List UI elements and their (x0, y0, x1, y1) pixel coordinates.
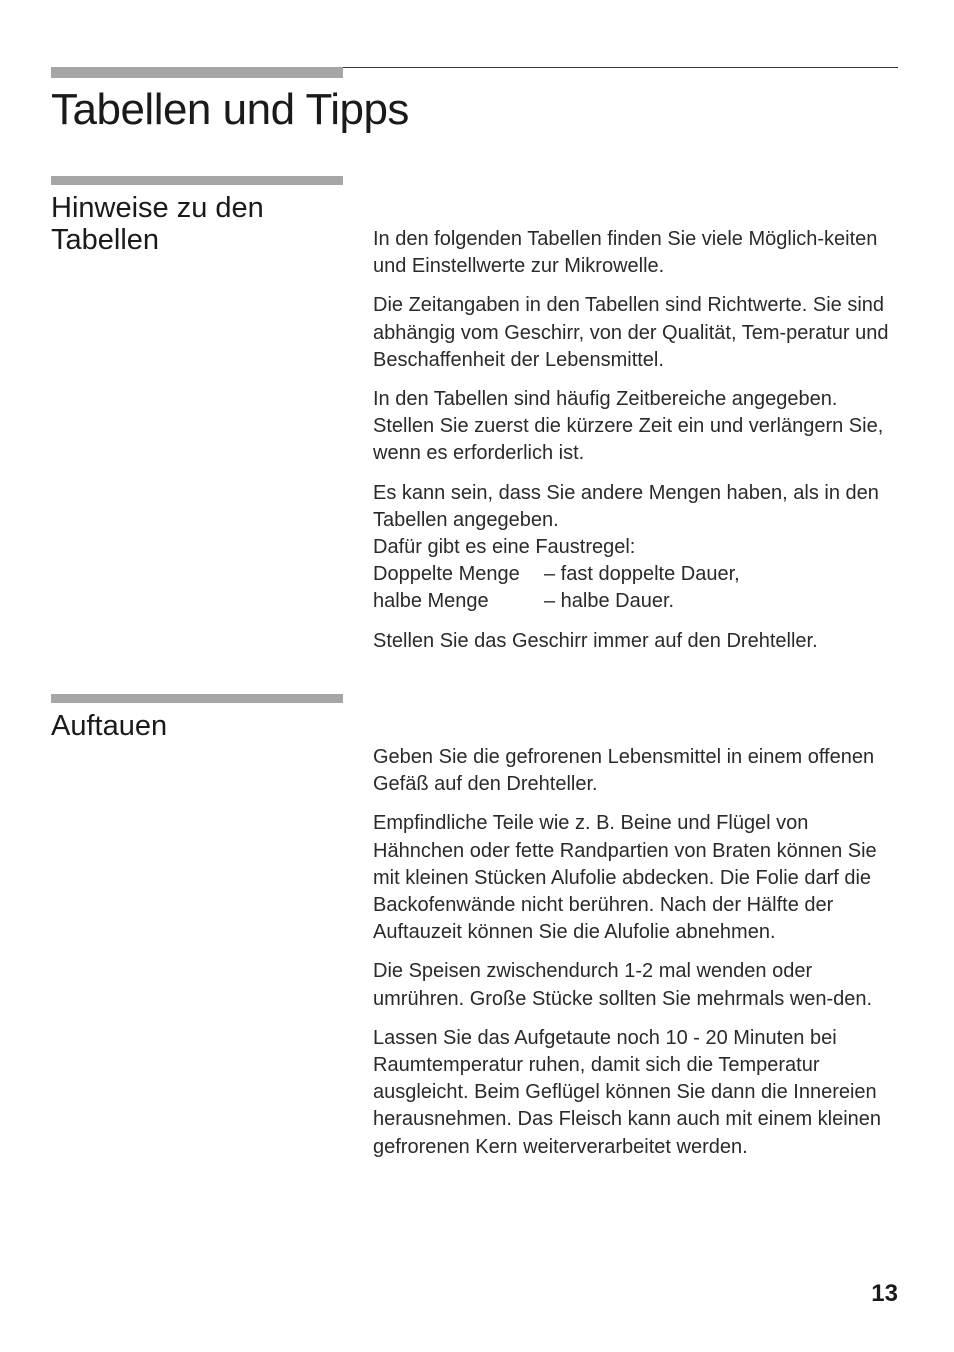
paragraph: Lassen Sie das Aufgetaute noch 10 - 20 Minuten bei Raumtemperatur ruhen, damit sich die Temperatur ausgleicht. Beim Geflügel können Sie dann die Innereien herausnehmen. Das Fleisch kann auch mit einem kleinen gefrorenen Kern weiterverarbeitet werden. (373, 1026, 882, 1158)
paragraph: Die Zeitangaben in den Tabellen sind Richtwerte. Sie sind abhängig vom Geschirr, von der Qualität, Tem-peratur und Beschaffenheit der Lebensmittel. (373, 294, 889, 371)
rule-label: Doppelte Menge (373, 563, 520, 586)
section-body-auftauen (373, 744, 898, 1173)
paragraph: Die Speisen zwischendurch 1-2 mal wenden oder umrühren. Große Stücke sollten Sie mehrmals wen-den. (373, 960, 873, 1010)
section-bar-hinweise (51, 176, 343, 185)
rule-row (373, 588, 898, 615)
heading-line: Hinweise zu den (51, 192, 264, 224)
page-number: 13 (871, 1280, 898, 1307)
title-rule (343, 67, 898, 68)
paragraph: In den Tabellen sind häufig Zeitbereiche angegeben. Stellen Sie zuerst die kürzere Zeit ein und verlängern Sie, wenn es erforderlich ist. (373, 388, 884, 465)
paragraph-faustregel (373, 480, 898, 616)
page-title: Tabellen und Tipps (51, 85, 409, 134)
section-heading-hinweise (51, 192, 336, 256)
paragraph: In den folgenden Tabellen finden Sie viele Möglich-keiten und Einstellwerte zur Mikrowelle. (373, 228, 878, 278)
paragraph-text: Dafür gibt es eine Faustregel: (373, 536, 636, 559)
section-body-hinweise (373, 226, 898, 667)
rule-value: – fast doppelte Dauer, (544, 563, 740, 586)
rule-value: – halbe Dauer. (544, 590, 675, 613)
title-accent-bar (51, 67, 343, 78)
section-bar-auftauen (51, 694, 343, 703)
section-heading-auftauen: Auftauen (51, 710, 168, 742)
paragraph-text: Es kann sein, dass Sie andere Mengen haben, als in den Tabellen angegeben. (373, 481, 879, 531)
paragraph: Empfindliche Teile wie z. B. Beine und Flügel von Hähnchen oder fette Randpartien von Braten können Sie mit kleinen Stücken Alufolie abdecken. Die Folie darf die Backofenwände nicht berühren. Nach der Hälfte der Auftauzeit können Sie die Alufolie abnehmen. (373, 812, 877, 944)
rule-row (373, 561, 898, 588)
paragraph: Geben Sie die gefrorenen Lebensmittel in einem offenen Gefäß auf den Drehteller. (373, 746, 875, 796)
paragraph: Stellen Sie das Geschirr immer auf den Drehteller. (373, 629, 818, 652)
rule-label: halbe Menge (373, 590, 489, 613)
heading-line: Tabellen (51, 224, 160, 256)
